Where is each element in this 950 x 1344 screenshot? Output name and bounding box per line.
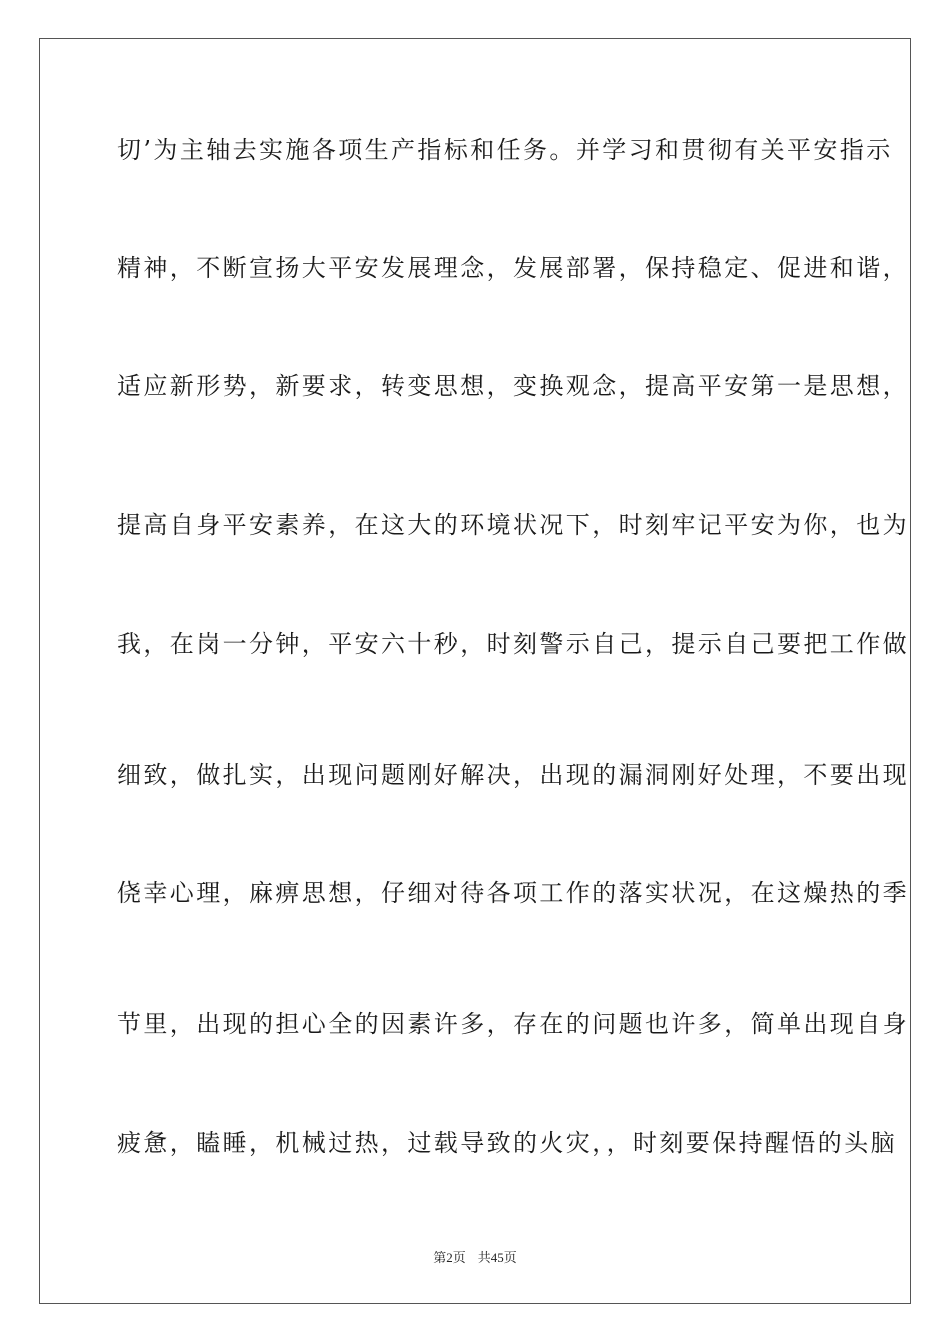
text-line-2: 精神，不断宣扬大平安发展理念，发展部署，保持稳定、促进和谐， [117,254,909,282]
text-line-4: 提高自身平安素养，在这大的环境状况下，时刻牢记平安为你，也为 [117,511,909,539]
text-line-5: 我，在岗一分钟，平安六十秒，时刻警示自己，提示自己要把工作做 [117,630,909,658]
page-footer [0,1247,950,1266]
text-line-8: 节里，出现的担心全的因素许多，存在的问题也许多，简单出现自身 [117,1010,909,1038]
page-number: 第2页 [433,1250,466,1265]
text-line-1: 切’为主轴去实施各项生产指标和任务。并学习和贯彻有关平安指示 [117,136,893,164]
text-line-6: 细致，做扎实，出现问题刚好解决，出现的漏洞刚好处理，不要出现 [117,761,909,789]
text-line-3: 适应新形势，新要求，转变思想，变换观念，提高平安第一是思想， [117,372,909,400]
page-border [39,38,911,1304]
text-line-7: 侥幸心理，麻痹思想，仔细对待各项工作的落实状况，在这燥热的季 [117,879,909,907]
text-line-9: 疲惫，瞌睡，机械过热，过载导致的火灾，，时刻要保持醒悟的头脑 [117,1129,897,1157]
page-total: 共45页 [477,1250,517,1265]
